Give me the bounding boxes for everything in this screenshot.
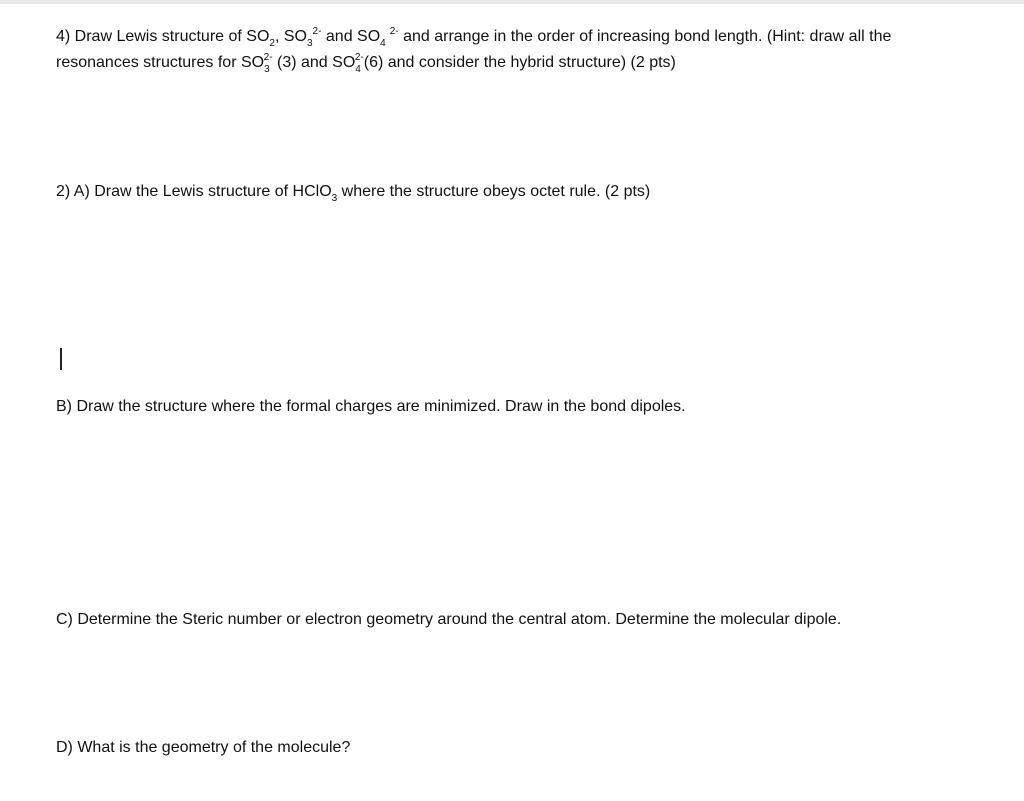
subscript: 4 bbox=[355, 64, 361, 75]
superscript-charge: 2- bbox=[389, 26, 399, 37]
question-4-line-2 bbox=[56, 53, 676, 75]
q4-text: 4) Draw Lewis structure of SO bbox=[56, 28, 270, 45]
question-2a bbox=[56, 182, 650, 204]
question-2b: B) Draw the structure where the formal charges are minimized. Draw in the bond dipoles. bbox=[56, 398, 686, 415]
subscript: 2 bbox=[269, 38, 275, 49]
question-2c: C) Determine the Steric number or electron geometry around the central atom. Determine the molecular dipole. bbox=[56, 611, 842, 628]
superscript-charge: 2- bbox=[354, 52, 364, 63]
q2a-text: 2) A) Draw the Lewis structure of HClO bbox=[56, 183, 332, 200]
text-cursor bbox=[60, 348, 62, 370]
q4-text: , SO bbox=[274, 28, 307, 45]
q4-text: (6) and consider the hybrid structure) (2 pts) bbox=[363, 54, 676, 71]
subscript: 3 bbox=[306, 38, 313, 49]
q2a-text: where the structure obeys octet rule. (2 pts) bbox=[337, 183, 651, 200]
q4-text: (3) and SO bbox=[272, 54, 356, 71]
superscript-charge: 2- bbox=[263, 52, 273, 63]
subscript: 3 bbox=[264, 64, 270, 75]
page-top-border bbox=[0, 0, 1024, 4]
q4-text: and SO bbox=[321, 28, 381, 45]
question-2d: D) What is the geometry of the molecule? bbox=[56, 739, 351, 756]
q4-text: and arrange in the order of increasing bond length. (Hint: draw all the bbox=[398, 28, 892, 45]
subscript: 4 bbox=[380, 38, 386, 49]
q4-text: resonances structures for SO bbox=[56, 54, 265, 71]
subscript: 3 bbox=[331, 193, 338, 204]
superscript-charge: 2- bbox=[312, 26, 322, 37]
question-4-line-1 bbox=[56, 27, 891, 49]
